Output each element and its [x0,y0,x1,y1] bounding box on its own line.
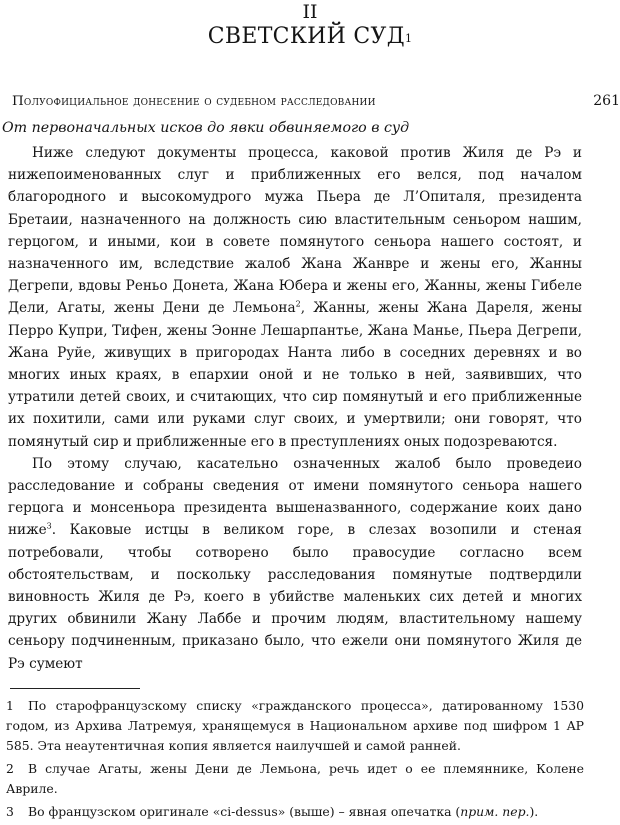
page-number: 261 [593,93,620,109]
paragraph-1-part-a: Ниже следуют документы процесса, каковой против Жиля де Рэ и нижепоименованных слуг и приближенных его велся, под началом благородного и высокомудрого мужа Пьера де Л’Опиталя, президента Бретаии, назначенного на должность сию властительным сеньором нашим, герцогом, и иными, кои в совете помянутого сеньора нашего состоят, и назначенного им, вследствие жалоб Жана Жанвре и жены его, Жанны Дегрепи, вдовы Реньо Донета, Жана Юбера и жены его, Жанны, жены Гибеле Дели, Агаты, жены Дени де Лемьона [8,145,582,317]
footnote-divider [10,688,140,689]
footnote-1 [6,696,584,756]
paragraph-2 [8,453,582,675]
section-heading: Полуофициальное донесение о судебном расследовании [12,94,376,109]
footnote-3 [6,802,584,822]
chapter-title-text: СВЕТСКИЙ СУД [207,24,405,49]
footnote-ref-2[interactable]: 2 [295,299,301,309]
paragraph-1-part-b: , Жанны, жены Жана Дареля, жены Перро Купри, Тифен, жены Эонне Лешарпантье, Жана Манье, Пьера Дегрепи, Жана Руйе, живущих в пригородах Нанта либо в соседних деревнях и во многих иных краях, в епархии оной и не только в ней, заявивших, что утратили детей своих, и считающих, что сир помянутый и его приближенные их похитили, сами или руками слуг своих, и умертвили; они говорят, что помянутый сир и приближенные его в преступлениях оных подозреваются. [8,300,582,450]
footnote-3-text-b: ). [529,804,539,819]
body-text [8,142,582,675]
paragraph-1 [8,142,582,453]
footnote-1-number: 1 [6,698,14,713]
footnote-ref-3[interactable]: 3 [46,521,52,531]
footnote-3-number: 3 [6,804,14,819]
chapter-title [0,22,620,52]
footnote-2-text: В случае Агаты, жены Дени де Лемьона, речь идет о ее племяннике, Колене Авриле. [6,761,584,796]
chapter-number: II [302,1,318,23]
paragraph-2-part-a: По этому случаю, касательно означенных жалоб было проведеио расследование и собраны сведения от имени помянутого сеньора нашего герцога и монсеньора президента вышеназванного, содержание коих дано ниже [8,455,582,539]
footnote-1-text: По старофранцузскому списку «гражданского процесса», датированному 1530 годом, из Архива Латремуя, хранящемуся в Национальном архиве под шифром 1 AP 585. Эта неаутентичная копия является наилучшей и самой ранней. [6,698,584,753]
footnote-2-number: 2 [6,761,14,776]
footnote-3-text-em: прим. пер. [460,804,530,819]
section-subheading: От первоначальных исков до явки обвиняемого в суд [2,120,410,136]
paragraph-2-part-b: . Каковые истцы в великом горе, в слезах возопили и стеная потребовали, чтобы сотворено было правосудие согласно всем обстоятельствам, и поскольку расследования помянутые подтвердили виновность Жиля де Рэ, коего в убийстве маленьких сих детей и многих других обвинили Жану Лаббе и прочим людям, властительному нашему сеньору подчиненным, приказано было, что ежели они помянутого Жиля де Рэ сумеют [8,522,582,672]
footnote-ref-1[interactable]: 1 [404,32,413,45]
footnote-2 [6,759,584,799]
footnotes [6,696,584,825]
footnote-3-text-a: Во французском оригинале «ci-dessus» (выше) – явная опечатка ( [28,804,461,819]
